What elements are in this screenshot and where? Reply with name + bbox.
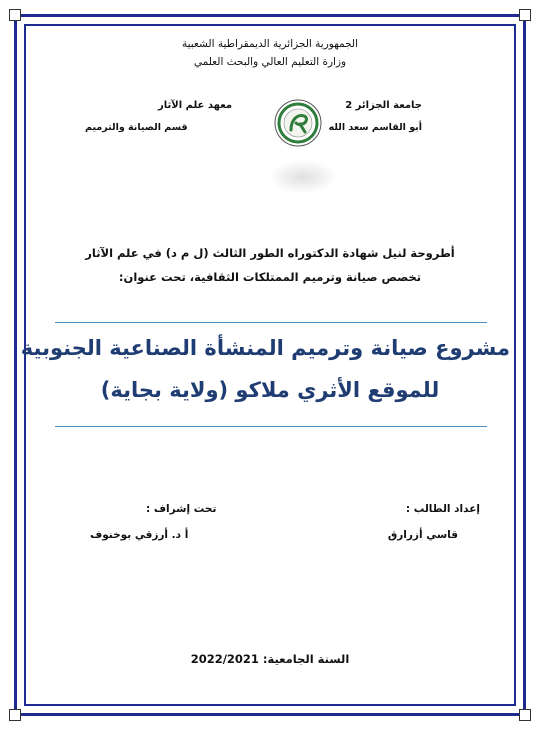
corner-ornament (519, 709, 531, 721)
university-subname: أبو القاسم سعد الله (328, 122, 422, 133)
republic-header: الجمهورية الجزائرية الديمقراطية الشعبية (181, 38, 359, 50)
logo-shadow (268, 160, 338, 194)
university-logo-icon (274, 99, 322, 147)
department-name: قسم الصيانة والترميم (85, 122, 188, 133)
supervisor-label: تحت إشراف : (146, 503, 217, 515)
corner-ornament (519, 9, 531, 21)
corner-ornament (9, 9, 21, 21)
thesis-title-line2: للموقع الأثري ملاكو (ولاية بجاية) (100, 378, 440, 402)
thesis-title-line1: مشروع صيانة وترميم المنشأة الصناعية الجنوبية (20, 336, 510, 360)
academic-year: السنة الجامعية: 2022/2021 (190, 652, 350, 666)
supervisor-name: أ د. أرزقي بوخنوف (90, 529, 189, 541)
thesis-description: أطروحة لنيل شهادة الدكتوراه الطور الثالث (ل م د) في علم الآثار (85, 246, 455, 260)
specialty-line: تخصص صيانة وترميم الممتلكات الثقافية، تحت عنوان: (118, 270, 422, 284)
student-label: إعداد الطالب : (405, 503, 480, 515)
university-name: جامعة الجزائر 2 (345, 100, 422, 111)
corner-ornament (9, 709, 21, 721)
student-name: قاسي أزرارق (387, 529, 458, 541)
title-divider-bottom (55, 426, 487, 427)
ministry-header: وزارة التعليم العالي والبحث العلمي (193, 56, 347, 68)
institute-name: معهد علم الآثار (158, 100, 233, 111)
title-divider-top (55, 322, 487, 323)
